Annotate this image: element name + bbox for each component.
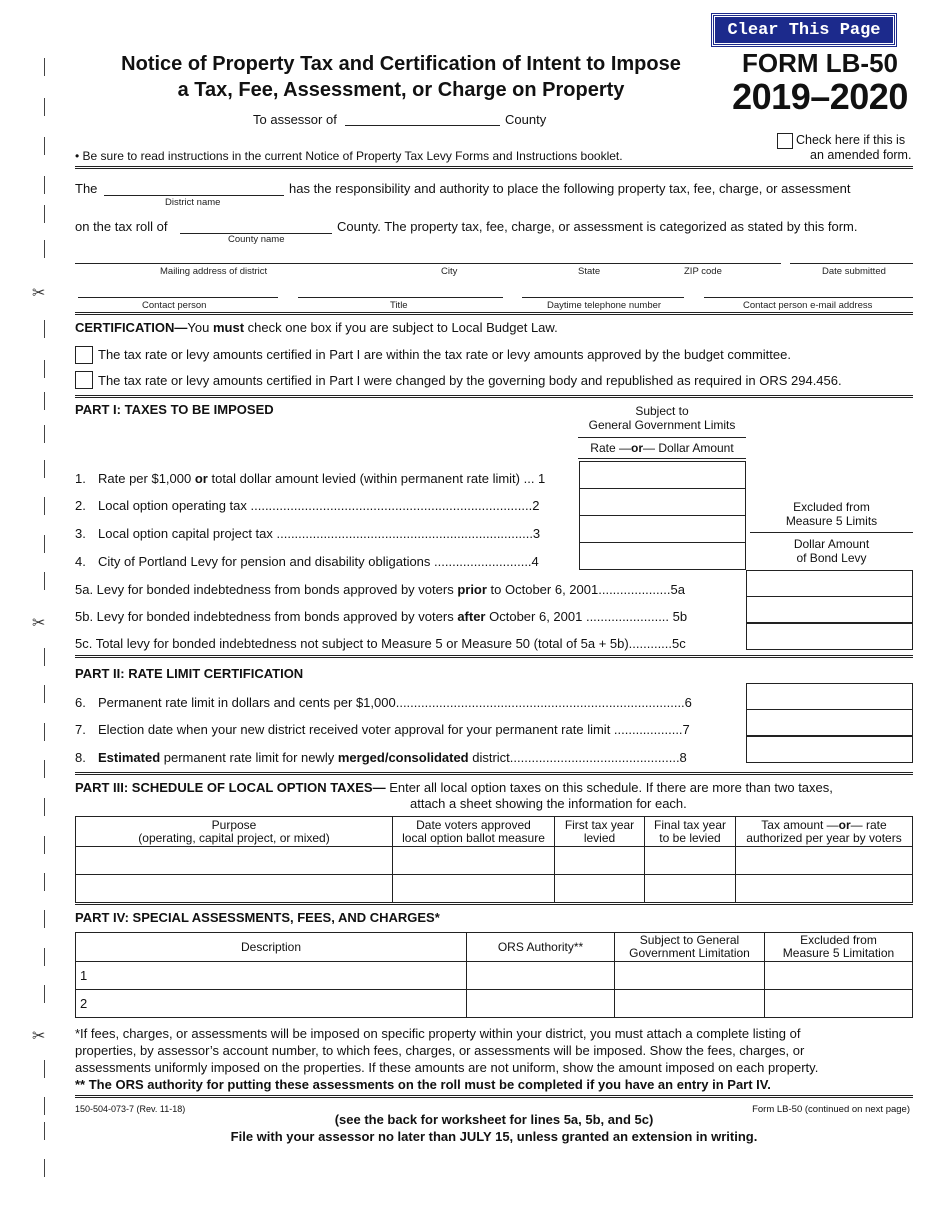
col-ors-authority-header: ORS Authority** xyxy=(467,933,615,962)
line1-label: Rate per $1,000 or total dollar amount levied (within permanent rate limit) ... 1 xyxy=(98,471,546,486)
date-submitted-input[interactable] xyxy=(790,250,913,264)
cut-tick xyxy=(44,320,45,338)
table-header-row xyxy=(76,817,913,847)
part1-heading: PART I: TAXES TO BE IMPOSED xyxy=(75,402,274,417)
section-divider xyxy=(75,772,913,775)
part3-heading-row: PART III: SCHEDULE OF LOCAL OPTION TAXES— Enter all local option taxes on this schedule. If there are more than two taxes, xyxy=(75,780,833,795)
table-row xyxy=(76,962,913,990)
cut-tick xyxy=(44,98,45,116)
col-final-year-header: Final tax year to be levied xyxy=(645,817,736,847)
cut-tick xyxy=(44,205,45,223)
tax-roll-suffix: County. The property tax, fee, charge, or assessment is categorized as stated by this form. xyxy=(337,219,858,234)
cut-tick xyxy=(44,572,45,590)
section-divider xyxy=(75,312,913,315)
contact-person-input[interactable] xyxy=(78,284,278,298)
line5a-label: 5a. Levy for bonded indebtedness from bonds approved by voters prior to October 6, 2001....................5a xyxy=(75,582,685,597)
cut-tick xyxy=(44,360,45,378)
row-number[interactable]: 1 xyxy=(76,962,467,990)
subject-general-cell[interactable] xyxy=(615,990,765,1018)
line6-amount-input[interactable] xyxy=(746,683,913,710)
first-year-cell[interactable] xyxy=(555,847,645,875)
line8-label: Estimated permanent rate limit for newly merged/consolidated district...............................................8 xyxy=(98,750,687,765)
email-label: Contact person e-mail address xyxy=(743,300,873,311)
ors-authority-cell[interactable] xyxy=(467,962,615,990)
line4-number: 4. xyxy=(75,554,86,569)
form-id: FORM LB-50 xyxy=(742,48,898,78)
part1-col-rate: Rate —or— Dollar Amount xyxy=(590,441,734,455)
ors-authority-cell[interactable] xyxy=(467,990,615,1018)
cut-tick xyxy=(44,460,45,478)
tax-roll-county-input[interactable] xyxy=(180,220,332,234)
date-submitted-label: Date submitted xyxy=(822,266,886,277)
cut-tick xyxy=(44,910,45,928)
line3-number: 3. xyxy=(75,526,86,541)
cut-tick xyxy=(44,176,45,194)
final-year-cell[interactable] xyxy=(645,847,736,875)
line6-label: Permanent rate limit in dollars and cents per $1,000................................................................................6 xyxy=(98,695,692,710)
line3-label: Local option capital project tax .......................................................................3 xyxy=(98,526,541,541)
first-year-cell[interactable] xyxy=(555,875,645,903)
amended-label-line2: an amended form. xyxy=(810,148,912,162)
tax-amount-cell[interactable] xyxy=(736,875,913,903)
certification-heading-row: CERTIFICATION—You must check one box if you are subject to Local Budget Law. xyxy=(75,320,558,335)
clear-page-button[interactable]: Clear This Page xyxy=(712,14,896,46)
part4-heading: PART IV: SPECIAL ASSESSMENTS, FEES, AND CHARGES* xyxy=(75,910,440,925)
date-approved-cell[interactable] xyxy=(393,847,555,875)
cut-tick xyxy=(44,58,45,76)
district-responsibility-text: has the responsibility and authority to place the following property tax, fee, charge, or assessment xyxy=(289,181,851,196)
table-header-row xyxy=(76,933,913,962)
divider xyxy=(75,904,913,905)
purpose-cell[interactable] xyxy=(76,875,393,903)
line2-amount-input[interactable] xyxy=(579,488,746,516)
city-label: City xyxy=(441,266,458,277)
email-input[interactable] xyxy=(704,284,913,298)
phone-input[interactable] xyxy=(522,284,684,298)
divider xyxy=(750,532,913,533)
district-the: The xyxy=(75,181,98,196)
local-option-taxes-table xyxy=(75,816,913,903)
footnote-line1: *If fees, charges, or assessments will be imposed on specific property within your district, you must attach a complete listing of xyxy=(75,1026,801,1041)
cut-tick xyxy=(44,1097,45,1115)
certification-heading: CERTIFICATION— xyxy=(75,320,188,335)
cut-tick xyxy=(44,760,45,778)
line7-label: Election date when your new district received voter approval for your permanent rate limit ...................7 xyxy=(98,722,690,737)
divider xyxy=(578,458,746,459)
part2-heading: PART II: RATE LIMIT CERTIFICATION xyxy=(75,666,304,681)
line4-label: City of Portland Levy for pension and disability obligations ...........................4 xyxy=(98,554,539,569)
line1-amount-input[interactable] xyxy=(579,461,746,489)
divider xyxy=(75,166,763,167)
col-excluded-measure5-header: Excluded from Measure 5 Limitation xyxy=(765,933,913,962)
line7-number: 7. xyxy=(75,722,86,737)
assessor-county-input[interactable] xyxy=(345,112,500,126)
footnote-line2: properties, by assessor’s account number, to which fees, charges, or assessments will be imposed. Show the fees, charges, or xyxy=(75,1043,805,1058)
certification-option2-label: The tax rate or levy amounts certified in Part I were changed by the governing body and republished as required in ORS 294.456. xyxy=(98,373,842,388)
line4-amount-input[interactable] xyxy=(579,542,746,570)
cut-tick xyxy=(44,873,45,891)
col-date-approved-header: Date voters approved local option ballot measure xyxy=(393,817,555,847)
section-divider xyxy=(75,655,913,658)
table-row xyxy=(76,875,913,903)
divider xyxy=(75,168,913,169)
certification-option1-label: The tax rate or levy amounts certified in Part I are within the tax rate or levy amounts approved by the budget committee. xyxy=(98,347,791,362)
col-description-header: Description xyxy=(76,933,467,962)
instruction-note: • Be sure to read instructions in the current Notice of Property Tax Levy Forms and Instructions booklet. xyxy=(75,149,623,163)
part3-heading: PART III: SCHEDULE OF LOCAL OPTION TAXES— xyxy=(75,780,386,795)
continued-note: Form LB-50 (continued on next page) xyxy=(752,1104,910,1115)
district-name-input[interactable] xyxy=(104,182,284,196)
part3-intro-line2: attach a sheet showing the information for each. xyxy=(410,796,687,811)
col-first-year-header: First tax year levied xyxy=(555,817,645,847)
line8-amount-input[interactable] xyxy=(746,736,913,763)
line5b-amount-input[interactable] xyxy=(746,596,913,623)
assessor-suffix: County xyxy=(505,112,547,127)
cut-tick xyxy=(44,648,45,666)
cut-tick xyxy=(44,392,45,410)
excluded-measure5-cell[interactable] xyxy=(765,962,913,990)
line7-date-input[interactable] xyxy=(746,709,913,736)
section-divider xyxy=(75,1095,913,1098)
date-approved-cell[interactable] xyxy=(393,875,555,903)
table-row xyxy=(76,990,913,1018)
form-year: 2019–2020 xyxy=(732,76,908,117)
scissors-icon: ✂ xyxy=(32,1028,46,1045)
cut-tick xyxy=(44,240,45,258)
cut-tick xyxy=(44,497,45,515)
special-assessments-table xyxy=(75,932,913,1018)
amended-checkbox[interactable] xyxy=(777,133,793,149)
district-name-label: District name xyxy=(165,197,221,208)
purpose-cell[interactable] xyxy=(76,847,393,875)
cut-tick xyxy=(44,685,45,703)
scissors-icon: ✂ xyxy=(32,285,46,302)
bond-levy-header: Dollar Amount of Bond Levy xyxy=(793,537,870,565)
col-subject-general-header: Subject to General Government Limitation xyxy=(615,933,765,962)
line2-label: Local option operating tax ..............................................................................2 xyxy=(98,498,540,513)
section-divider xyxy=(75,395,913,398)
certification-option1-checkbox[interactable] xyxy=(75,346,93,364)
line5c-label: 5c. Total levy for bonded indebtedness not subject to Measure 5 or Measure 50 (total of 5a + 5b)............5c xyxy=(75,636,686,651)
line5a-amount-input[interactable] xyxy=(746,570,913,597)
divider xyxy=(763,166,913,167)
part1-col-subject: Subject to General Government Limits xyxy=(588,404,736,432)
certification-option2-checkbox[interactable] xyxy=(75,371,93,389)
form-number: 150-504-073-7 (Rev. 11-18) xyxy=(75,1104,186,1114)
cut-tick xyxy=(44,836,45,854)
tax-amount-cell[interactable] xyxy=(736,847,913,875)
line2-number: 2. xyxy=(75,498,86,513)
contact-person-label: Contact person xyxy=(142,300,207,311)
col-purpose-header: Purpose (operating, capital project, or mixed) xyxy=(76,817,393,847)
cut-tick xyxy=(44,723,45,741)
phone-label: Daytime telephone number xyxy=(547,300,662,311)
state-label: State xyxy=(578,266,601,277)
title-label: Title xyxy=(390,300,408,311)
subject-general-cell[interactable] xyxy=(615,962,765,990)
amended-label-line1: Check here if this is xyxy=(796,133,906,147)
scissors-icon: ✂ xyxy=(32,615,46,632)
line5b-label: 5b. Levy for bonded indebtedness from bonds approved by voters after October 6, 2001 ....................... 5b xyxy=(75,609,688,624)
cut-tick xyxy=(44,985,45,1003)
cut-tick xyxy=(44,1060,45,1078)
final-year-cell[interactable] xyxy=(645,875,736,903)
form-title-line2: a Tax, Fee, Assessment, or Charge on Property xyxy=(177,79,625,101)
footnote-line4: ** The ORS authority for putting these assessments on the roll must be completed if you have an entry in Part IV. xyxy=(75,1077,771,1092)
excluded-measure5-cell[interactable] xyxy=(765,990,913,1018)
line6-number: 6. xyxy=(75,695,86,710)
assessor-prefix: To assessor of xyxy=(253,112,337,127)
cut-tick xyxy=(44,1122,45,1140)
col-tax-amount-header: Tax amount —or— rate authorized per year by voters xyxy=(736,817,913,847)
line1-number: 1. xyxy=(75,471,86,486)
line3-amount-input[interactable] xyxy=(579,515,746,543)
line5c-amount-input[interactable] xyxy=(746,623,913,650)
mailing-address-label: Mailing address of district xyxy=(160,266,268,277)
worksheet-note: (see the back for worksheet for lines 5a, 5b, and 5c) xyxy=(334,1112,654,1127)
cut-tick xyxy=(44,137,45,155)
cut-tick xyxy=(44,798,45,816)
form-title-line1: Notice of Property Tax and Certification of Intent to Impose xyxy=(121,53,681,75)
cut-tick xyxy=(44,1159,45,1177)
deadline-note: File with your assessor no later than JULY 15, unless granted an extension in writing. xyxy=(230,1129,758,1144)
divider xyxy=(578,437,746,438)
line8-number: 8. xyxy=(75,750,86,765)
tax-roll-prefix: on the tax roll of xyxy=(75,219,168,234)
cut-tick xyxy=(44,535,45,553)
mailing-address-input[interactable] xyxy=(75,250,781,264)
cut-tick xyxy=(44,425,45,443)
county-name-label: County name xyxy=(228,234,285,245)
zip-label: ZIP code xyxy=(684,266,722,277)
excluded-measure5-header: Excluded from Measure 5 Limits xyxy=(785,500,878,528)
cut-tick xyxy=(44,948,45,966)
table-row xyxy=(76,847,913,875)
row-number[interactable]: 2 xyxy=(76,990,467,1018)
title-input[interactable] xyxy=(298,284,503,298)
footnote-line3: assessments uniformly imposed on the properties. If these amounts are not uniform, show the amount imposed on each property. xyxy=(75,1060,819,1075)
